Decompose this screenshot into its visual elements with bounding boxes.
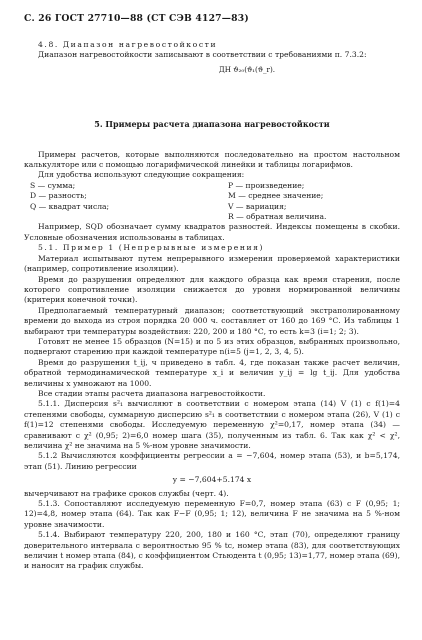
abbr-sum: S — сумма; xyxy=(30,180,76,190)
paragraph-5-1-4: 5.1.4. Выбирают температуру 220, 200, 180 и 160 °С, этап (70), определяют границу доверительного интервала с вероятностью 95 % tc, номер этапа (83), для соответствующих величин t номер этапа (84), с коэффициентом Стьюдента t (0,95; 13)=1,77, номер этапа (69), и наносят на график службы. xyxy=(24,530,400,571)
paragraph-5-1-1: 5.1.1. Дисперсия s²₁ вычисляют в соответствии с номером этапа (14) V (1) с f(1)=4 степенями свободы, суммарную дисперсию s²₁ в соответствии с номером этапа (26), V (1) с f(1)=12 степенями свободы. Исследуемую переменную χ²=0,17, номер этапа (34) — сравнивают с χ² (0,95; 2)=6,0 номер шага (35), полученным из табл. 6. Так как χ² < χ², величина χ² не значима на 5 %-ном уровне значимости. xyxy=(24,399,400,450)
paragraph-specimens: Готовят не менее 15 образцов (N=15) и по 5 из этих образцов, выбранных произвольно, подвергают старению при каждой температуре n(i=5 (j=1, 2, 3, 4, 5). xyxy=(24,336,400,357)
paragraph-table-4: Время до разрушения t_ij, ч приведено в табл. 4, где показан также расчет величин, обратной термодинамической температуре x_i и величин y_ij = lg t_ij. Для удобства величины x умножают на 1000. xyxy=(24,357,400,388)
paragraph-temperature-range: Предполагаемый температурный диапазон; соответствующий экстраполированному времени до выхода из строя порядка 20 000 ч. составляет от 160 до 169 °С. Из таблицы 1 выбирают три температуры воздействия: 220, 200 и 180 °С, то есть k=3 (i=1; 2; 3). xyxy=(24,305,400,336)
section-4-8-text: Диапазон нагревостойкости записывают в соответствии с требованиями п. 7.3.2: xyxy=(38,50,367,60)
regression-equation: y = −7,604+5.174 x xyxy=(172,475,252,485)
abbreviation-list xyxy=(30,181,400,223)
section-5-title: 5. Примеры расчета диапазона нагревостойкости xyxy=(94,119,330,130)
page-header: С. 26 ГОСТ 27710—88 (СТ СЭВ 4127—83) xyxy=(24,13,249,24)
paragraph-failure-time: Время до разрушения определяют для каждого образца как время старения, после которого сопротивление изоляции снижается до уровня нормированной величины (критерия конечной точки). xyxy=(24,274,400,305)
abbr-mean: M — среднее значение; xyxy=(228,191,324,201)
paragraph-sqd-example: Например, SQD обозначает сумму квадратов разностей. Индексы помещены в скобки. Условные обозначения использованы в таблицах. xyxy=(24,222,400,242)
abbr-product: P — произведение; xyxy=(228,180,305,190)
paragraph-5-1-2: 5.1.2 Вычисляются коэффициенты регрессии a = −7,604, номер этапа (53), и b=5,174, этап (51). Линию регрессии xyxy=(24,451,400,471)
abbr-square: Q — квадрат числа; xyxy=(30,201,110,211)
abbr-reciprocal: R — обратная величина. xyxy=(228,212,327,222)
paragraph-abbreviations-intro: Для удобства используют следующие сокращения: xyxy=(38,170,245,180)
section-4-8-title: 4.8. Диапазон нагревостойкости xyxy=(38,40,218,49)
paragraph-5-1-2-continued: вычерчивают на графике сроков службы (черт. 4). xyxy=(24,488,229,498)
page-body xyxy=(24,40,400,572)
heat-range-formula: ДН ϑ₂₀(ϑ₁(ϑ_r). xyxy=(218,64,276,74)
paragraph-material: Материал испытывают путем непрерывного измерения проверяемой характеристики (например, сопротивление изоляции). xyxy=(24,253,400,274)
example-1-title: 5.1. Пример 1 (Непрерывные измерения) xyxy=(38,243,265,253)
abbr-difference: D — разность; xyxy=(30,191,87,201)
abbr-variation: V — вариация; xyxy=(228,201,287,211)
paragraph-stages: Все стадии этапы расчета диапазона нагревостойкости. xyxy=(38,388,266,398)
paragraph-intro: Примеры расчетов, которые выполняются последовательно на простом настольном калькуляторе или с помощью логарифмической линейки и таблицы логарифмов. xyxy=(24,149,400,170)
paragraph-5-1-3: 5.1.3. Сопоставляют исследуемую переменную F=0,7, номер этапа (63) с F (0,95; 1; 12)=4,8, номер этапа (64). Так как F−F (0,95; 1; 12), величина F не значима на 5 %-ном уровне значимости. xyxy=(24,499,400,529)
